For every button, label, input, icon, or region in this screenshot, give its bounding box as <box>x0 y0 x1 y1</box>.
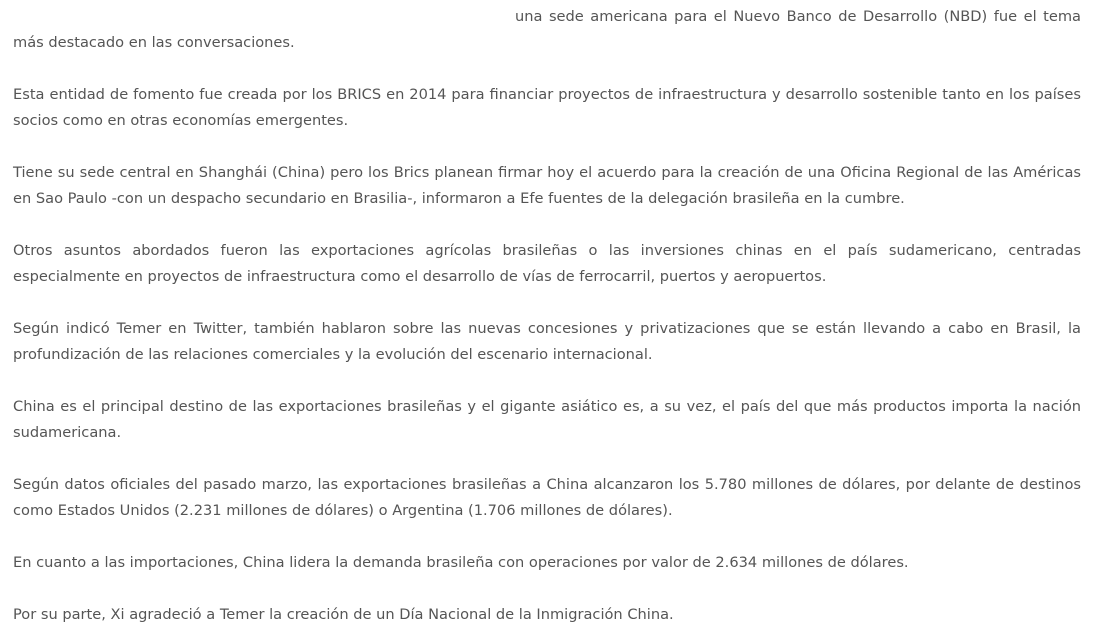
paragraph-5: Según indicó Temer en Twitter, también hablaron sobre las nuevas concesiones y privatizaciones que se están llevando a cabo en Brasil, la profundización de las relaciones comerciales y la evolución del escenario internacional. <box>13 320 1081 363</box>
paragraph-2: Esta entidad de fomento fue creada por los BRICS en 2014 para financiar proyectos de infraestructura y desarrollo sostenible tanto en los países socios como en otras economías emergentes. <box>13 86 1081 129</box>
paragraph-3: Tiene su sede central en Shanghái (China) pero los Brics planean firmar hoy el acuerdo para la creación de una Oficina Regional de las Américas en Sao Paulo -con un despacho secundario en Brasilia-, informaron a Efe fuentes de la delegación brasileña en la cumbre. <box>13 164 1081 207</box>
paragraph-8: En cuanto a las importaciones, China lidera la demanda brasileña con operaciones por valor de 2.634 millones de dólares. <box>13 554 909 571</box>
paragraph-1: una sede americana para el Nuevo Banco de Desarrollo (NBD) fue el tema más destacado en las conversaciones. <box>13 8 1081 51</box>
paragraph-6: China es el principal destino de las exportaciones brasileñas y el gigante asiático es, a su vez, el país del que más productos importa la nación sudamericana. <box>13 398 1081 441</box>
paragraph-7: Según datos oficiales del pasado marzo, las exportaciones brasileñas a China alcanzaron los 5.780 millones de dólares, por delante de destinos como Estados Unidos (2.231 millones de dólares) o Argentina (1.706 millones de dólares). <box>13 476 1081 519</box>
article-body <box>13 4 1081 627</box>
paragraph-9: Por su parte, Xi agradeció a Temer la creación de un Día Nacional de la Inmigración China. <box>13 606 674 623</box>
paragraph-4: Otros asuntos abordados fueron las exportaciones agrícolas brasileñas o las inversiones chinas en el país sudamericano, centradas especialmente en proyectos de infraestructura como el desarrollo de vías de ferrocarril, puertos y aeropuertos. <box>13 242 1081 285</box>
